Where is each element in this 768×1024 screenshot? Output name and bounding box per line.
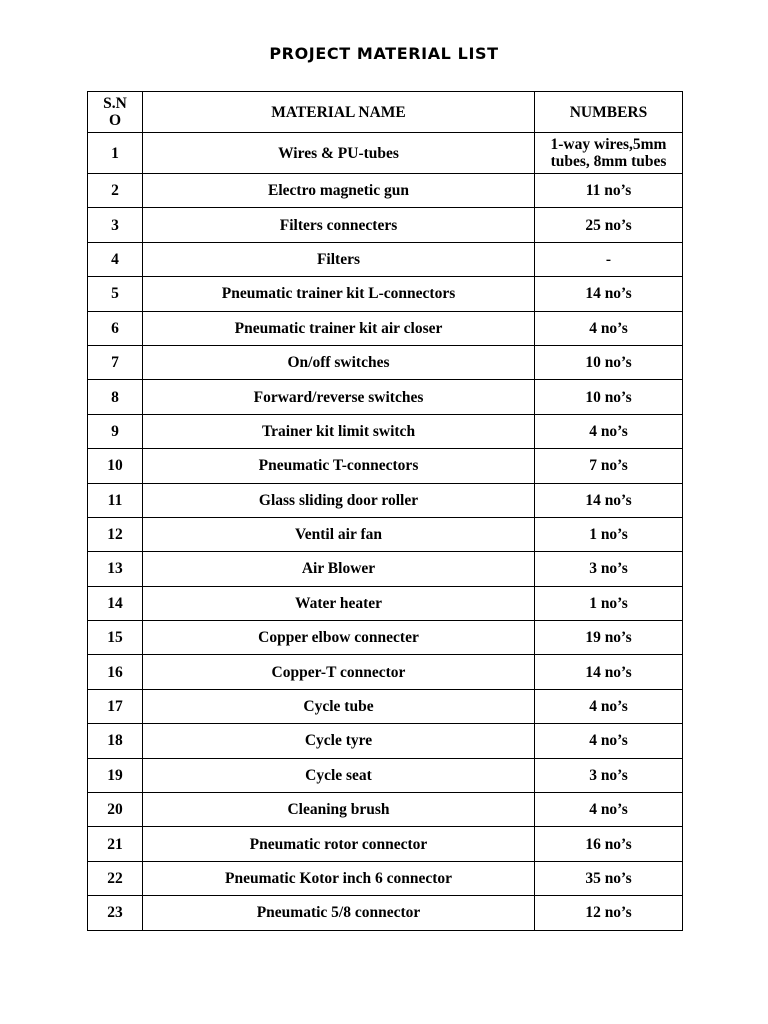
cell-sno: 12 [88, 517, 143, 551]
table-row [88, 311, 683, 345]
cell-material-name: Water heater [143, 586, 535, 620]
cell-sno: 16 [88, 655, 143, 689]
material-table [87, 91, 683, 931]
cell-sno: 19 [88, 758, 143, 792]
cell-material-name: Copper-T connector [143, 655, 535, 689]
page-title: PROJECT MATERIAL LIST [269, 44, 499, 63]
cell-numbers: 4 no’s [535, 414, 683, 448]
table-row [88, 242, 683, 276]
cell-numbers: 11 no’s [535, 174, 683, 208]
cell-sno: 8 [88, 380, 143, 414]
cell-sno: 11 [88, 483, 143, 517]
cell-numbers: 10 no’s [535, 380, 683, 414]
cell-sno: 21 [88, 827, 143, 861]
cell-sno: 5 [88, 277, 143, 311]
cell-sno: 3 [88, 208, 143, 242]
table-row [88, 517, 683, 551]
cell-material-name: Forward/reverse switches [143, 380, 535, 414]
cell-material-name: Electro magnetic gun [143, 174, 535, 208]
header-material-name: MATERIAL NAME [143, 92, 535, 133]
cell-material-name: Cleaning brush [143, 793, 535, 827]
header-sno [88, 92, 143, 133]
cell-numbers: 4 no’s [535, 689, 683, 723]
cell-material-name: Pneumatic 5/8 connector [143, 896, 535, 930]
cell-material-name: Filters connecters [143, 208, 535, 242]
table-row [88, 208, 683, 242]
cell-numbers: 4 no’s [535, 311, 683, 345]
table-row [88, 655, 683, 689]
header-numbers: NUMBERS [535, 92, 683, 133]
cell-sno: 1 [88, 133, 143, 174]
table-row [88, 380, 683, 414]
cell-sno: 20 [88, 793, 143, 827]
cell-material-name: On/off switches [143, 345, 535, 379]
cell-sno: 6 [88, 311, 143, 345]
cell-material-name: Filters [143, 242, 535, 276]
table-row [88, 483, 683, 517]
cell-material-name: Trainer kit limit switch [143, 414, 535, 448]
table-row [88, 896, 683, 930]
cell-numbers: 12 no’s [535, 896, 683, 930]
cell-material-name: Pneumatic Kotor inch 6 connector [143, 861, 535, 895]
cell-numbers: 1 no’s [535, 586, 683, 620]
cell-sno: 7 [88, 345, 143, 379]
table-row [88, 861, 683, 895]
cell-material-name: Cycle tube [143, 689, 535, 723]
cell-sno: 13 [88, 552, 143, 586]
table-row [88, 174, 683, 208]
cell-sno: 17 [88, 689, 143, 723]
cell-sno: 9 [88, 414, 143, 448]
table-row [88, 449, 683, 483]
cell-sno: 14 [88, 586, 143, 620]
table-row [88, 345, 683, 379]
cell-numbers: 25 no’s [535, 208, 683, 242]
table-row [88, 827, 683, 861]
cell-numbers: 3 no’s [535, 552, 683, 586]
cell-numbers: 4 no’s [535, 793, 683, 827]
cell-numbers [535, 133, 683, 174]
cell-numbers: 4 no’s [535, 724, 683, 758]
cell-numbers: 3 no’s [535, 758, 683, 792]
cell-sno: 4 [88, 242, 143, 276]
cell-numbers: 14 no’s [535, 655, 683, 689]
table-row [88, 277, 683, 311]
cell-numbers: - [535, 242, 683, 276]
cell-sno: 2 [88, 174, 143, 208]
cell-material-name: Pneumatic trainer kit L-connectors [143, 277, 535, 311]
cell-numbers: 7 no’s [535, 449, 683, 483]
cell-sno: 10 [88, 449, 143, 483]
cell-sno: 18 [88, 724, 143, 758]
cell-numbers-line2: tubes, 8mm tubes [550, 153, 667, 170]
cell-material-name: Ventil air fan [143, 517, 535, 551]
cell-material-name: Glass sliding door roller [143, 483, 535, 517]
cell-numbers: 10 no’s [535, 345, 683, 379]
cell-numbers: 14 no’s [535, 277, 683, 311]
cell-material-name: Pneumatic trainer kit air closer [143, 311, 535, 345]
table-row [88, 621, 683, 655]
cell-numbers: 35 no’s [535, 861, 683, 895]
cell-sno: 23 [88, 896, 143, 930]
table-row [88, 133, 683, 174]
table-row [88, 586, 683, 620]
cell-material-name: Air Blower [143, 552, 535, 586]
cell-material-name: Pneumatic T-connectors [143, 449, 535, 483]
table-header-row [88, 92, 683, 133]
cell-numbers: 1 no’s [535, 517, 683, 551]
cell-material-name: Pneumatic rotor connector [143, 827, 535, 861]
table-row [88, 758, 683, 792]
cell-material-name: Cycle tyre [143, 724, 535, 758]
cell-material-name: Copper elbow connecter [143, 621, 535, 655]
header-sno-line2: O [108, 112, 122, 129]
cell-numbers: 14 no’s [535, 483, 683, 517]
table-row [88, 414, 683, 448]
cell-sno: 22 [88, 861, 143, 895]
cell-numbers: 19 no’s [535, 621, 683, 655]
cell-numbers-line1: 1-way wires,5mm [550, 136, 667, 153]
table-row [88, 689, 683, 723]
table-row [88, 552, 683, 586]
cell-material-name: Cycle seat [143, 758, 535, 792]
table-row [88, 724, 683, 758]
header-sno-line1: S.N [103, 95, 127, 112]
cell-numbers: 16 no’s [535, 827, 683, 861]
cell-material-name: Wires & PU-tubes [143, 133, 535, 174]
table-row [88, 793, 683, 827]
cell-sno: 15 [88, 621, 143, 655]
